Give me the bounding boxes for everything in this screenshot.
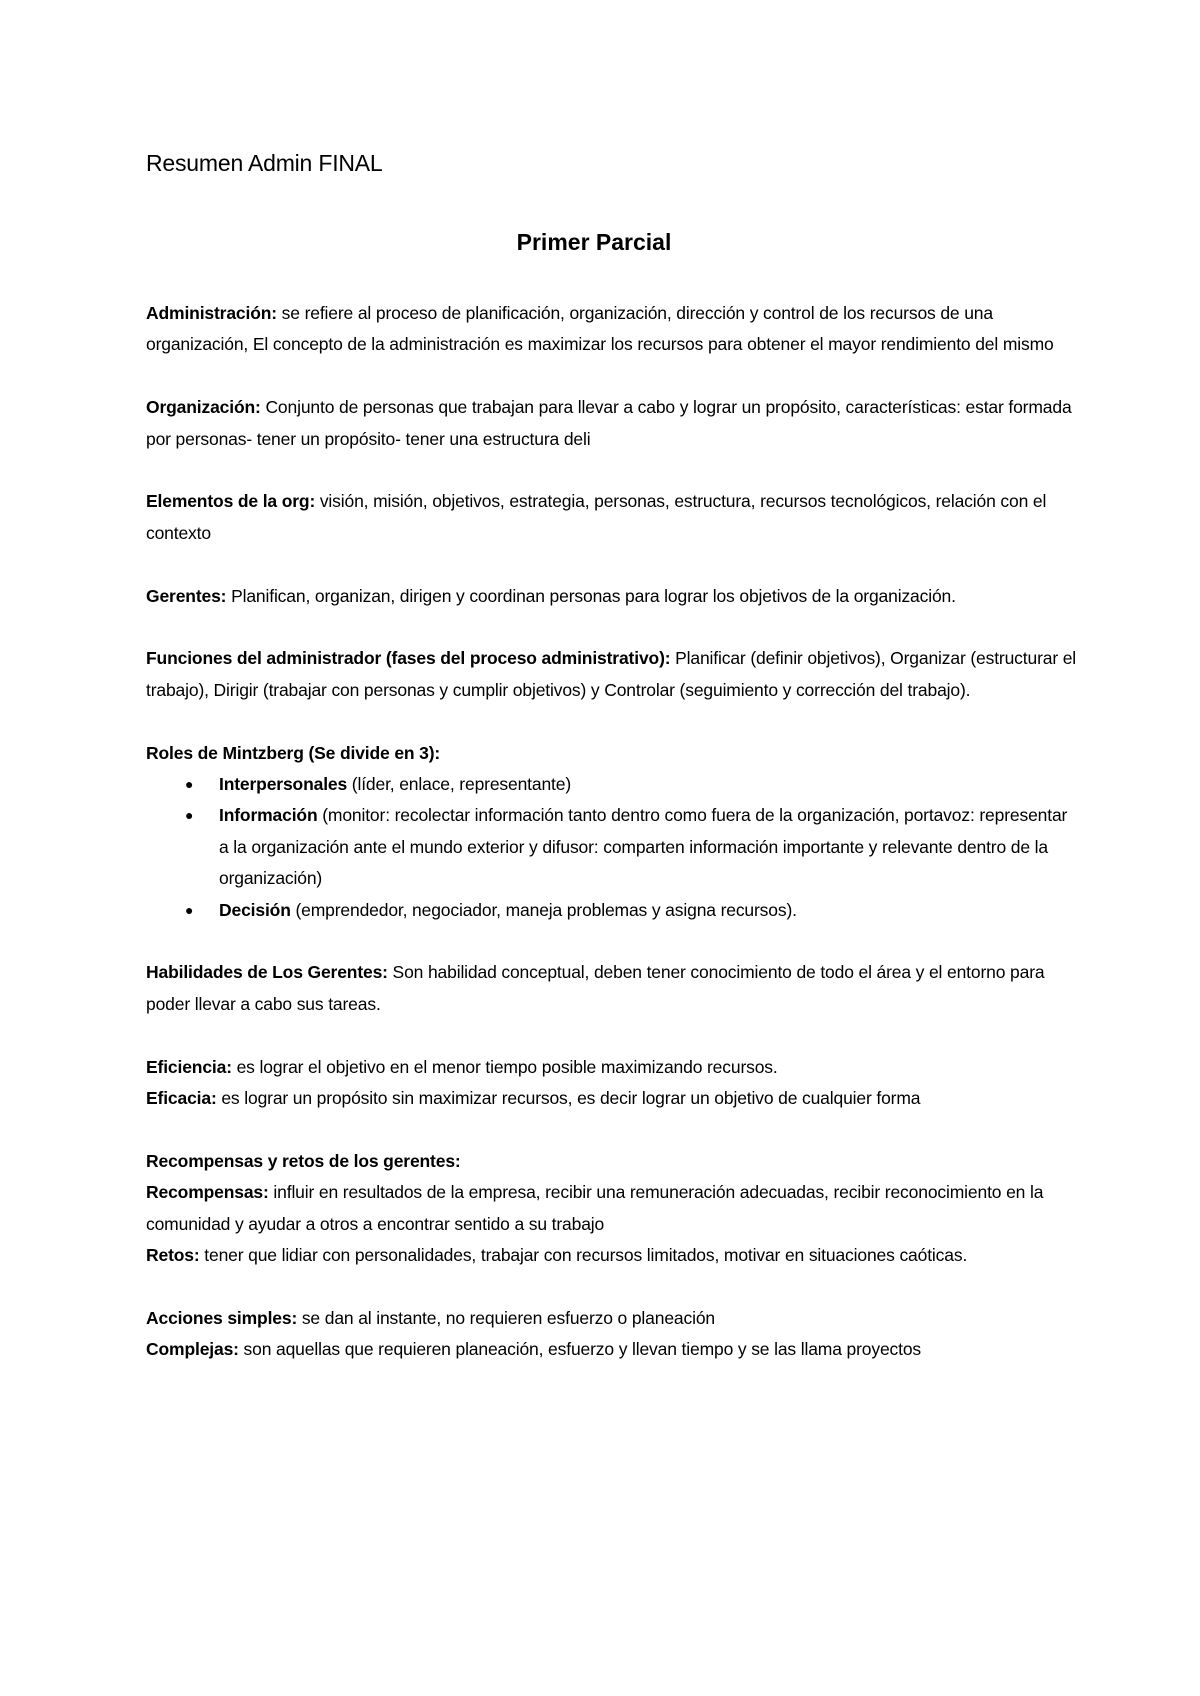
paragraph-elementos xyxy=(146,486,1081,549)
bullet-icon: ● xyxy=(185,901,194,918)
definition-retos: tener que lidiar con personalidades, trabajar con recursos limitados, motivar en situaciones caóticas. xyxy=(199,1245,968,1266)
paragraph-organizacion xyxy=(146,392,1081,455)
section-title: Primer Parcial xyxy=(516,229,672,255)
definition-gerentes: Planifican, organizan, dirigen y coordinan personas para lograr los objetivos de la organización. xyxy=(226,585,956,606)
term-organizacion: Organización: xyxy=(146,397,261,418)
paragraph-complejas xyxy=(146,1334,1081,1365)
term-habilidades: Habilidades de Los Gerentes: xyxy=(146,962,388,983)
definition-funciones: Planificar (definir objetivos), Organizar (estructurar el trabajo), Dirigir (trabajar con personas y cumplir objetivos) y Controlar (seguimiento y corrección del trabajo). xyxy=(146,648,1077,700)
term-complejas: Complejas: xyxy=(146,1339,239,1360)
definition-eficacia: es lograr un propósito sin maximizar recursos, es decir lograr un objetivo de cualquier forma xyxy=(216,1088,921,1109)
bullet-icon: ● xyxy=(185,776,194,793)
role-term: Decisión xyxy=(219,899,291,920)
definition-recompensas: influir en resultados de la empresa, recibir una remuneración adecuadas, recibir reconocimiento en la comunidad y ayudar a otros a encontrar sentido a su trabajo xyxy=(146,1182,1044,1234)
list-item-interpersonales xyxy=(185,769,1081,800)
paragraph-eficiencia xyxy=(146,1052,1081,1083)
paragraph-administracion xyxy=(146,298,1081,361)
recompensas-retos-heading xyxy=(146,1146,1081,1177)
paragraph-acciones-simples xyxy=(146,1303,1081,1334)
definition-administracion: se refiere al proceso de planificación, organización, dirección y control de los recursos de una organización, El concepto de la administración es maximizar los recursos para obtener el mayor rendimiento del mismo xyxy=(146,303,1054,355)
definition-organizacion: Conjunto de personas que trabajan para llevar a cabo y lograr un propósito, características: estar formada por personas- tener un propósito- tener una estructura deli xyxy=(146,397,1072,449)
definition-complejas: son aquellas que requieren planeación, esfuerzo y llevan tiempo y se las llama proyectos xyxy=(238,1339,922,1360)
document-body xyxy=(146,298,1081,1366)
term-funciones: Funciones del administrador (fases del proceso administrativo): xyxy=(146,648,671,669)
paragraph-gerentes xyxy=(146,581,1081,612)
definition-habilidades: Son habilidad conceptual, deben tener conocimiento de todo el área y el entorno para poder llevar a cabo sus tareas. xyxy=(146,962,1045,1014)
term-retos: Retos: xyxy=(146,1245,200,1266)
role-description: (emprendedor, negociador, maneja problemas y asigna recursos). xyxy=(290,899,797,920)
list-item-informacion xyxy=(185,800,1081,894)
term-acciones-simples: Acciones simples: xyxy=(146,1307,298,1328)
role-term: Interpersonales xyxy=(219,774,348,795)
role-term: Información xyxy=(219,805,318,826)
term-administracion: Administración: xyxy=(146,303,277,323)
paragraph-habilidades xyxy=(146,957,1081,1020)
definition-elementos: visión, misión, objetivos, estrategia, personas, estructura, recursos tecnológicos, relación con el contexto xyxy=(146,491,1047,543)
bullet-icon: ● xyxy=(185,807,194,824)
term-eficiencia: Eficiencia: xyxy=(146,1056,232,1077)
paragraph-funciones xyxy=(146,643,1081,706)
role-description: (monitor: recolectar información tanto dentro como fuera de la organización, portavoz: representar a la organización ante el mundo exterior y difusor: comparten información importante y relevante dentro de la organización) xyxy=(219,805,1068,889)
term-recompensas-retos: Recompensas y retos de los gerentes: xyxy=(146,1150,461,1171)
term-recompensas: Recompensas: xyxy=(146,1182,269,1203)
term-gerentes: Gerentes: xyxy=(146,585,227,606)
definition-acciones-simples: se dan al instante, no requieren esfuerzo o planeación xyxy=(297,1307,716,1328)
term-elementos: Elementos de la org: xyxy=(146,491,316,512)
paragraph-recompensas xyxy=(146,1177,1081,1240)
term-roles: Roles de Mintzberg (Se divide en 3): xyxy=(146,742,441,763)
paragraph-retos xyxy=(146,1240,1081,1271)
document-page xyxy=(146,0,1086,1696)
list-item-decision xyxy=(185,895,1081,926)
term-eficacia: Eficacia: xyxy=(146,1088,217,1109)
document-title: Resumen Admin FINAL xyxy=(146,150,383,176)
roles-list xyxy=(146,769,1081,926)
role-description: (líder, enlace, representante) xyxy=(347,774,572,795)
definition-eficiencia: es lograr el objetivo en el menor tiempo posible maximizando recursos. xyxy=(231,1056,778,1077)
roles-heading xyxy=(146,738,1081,769)
paragraph-eficacia xyxy=(146,1083,1081,1114)
